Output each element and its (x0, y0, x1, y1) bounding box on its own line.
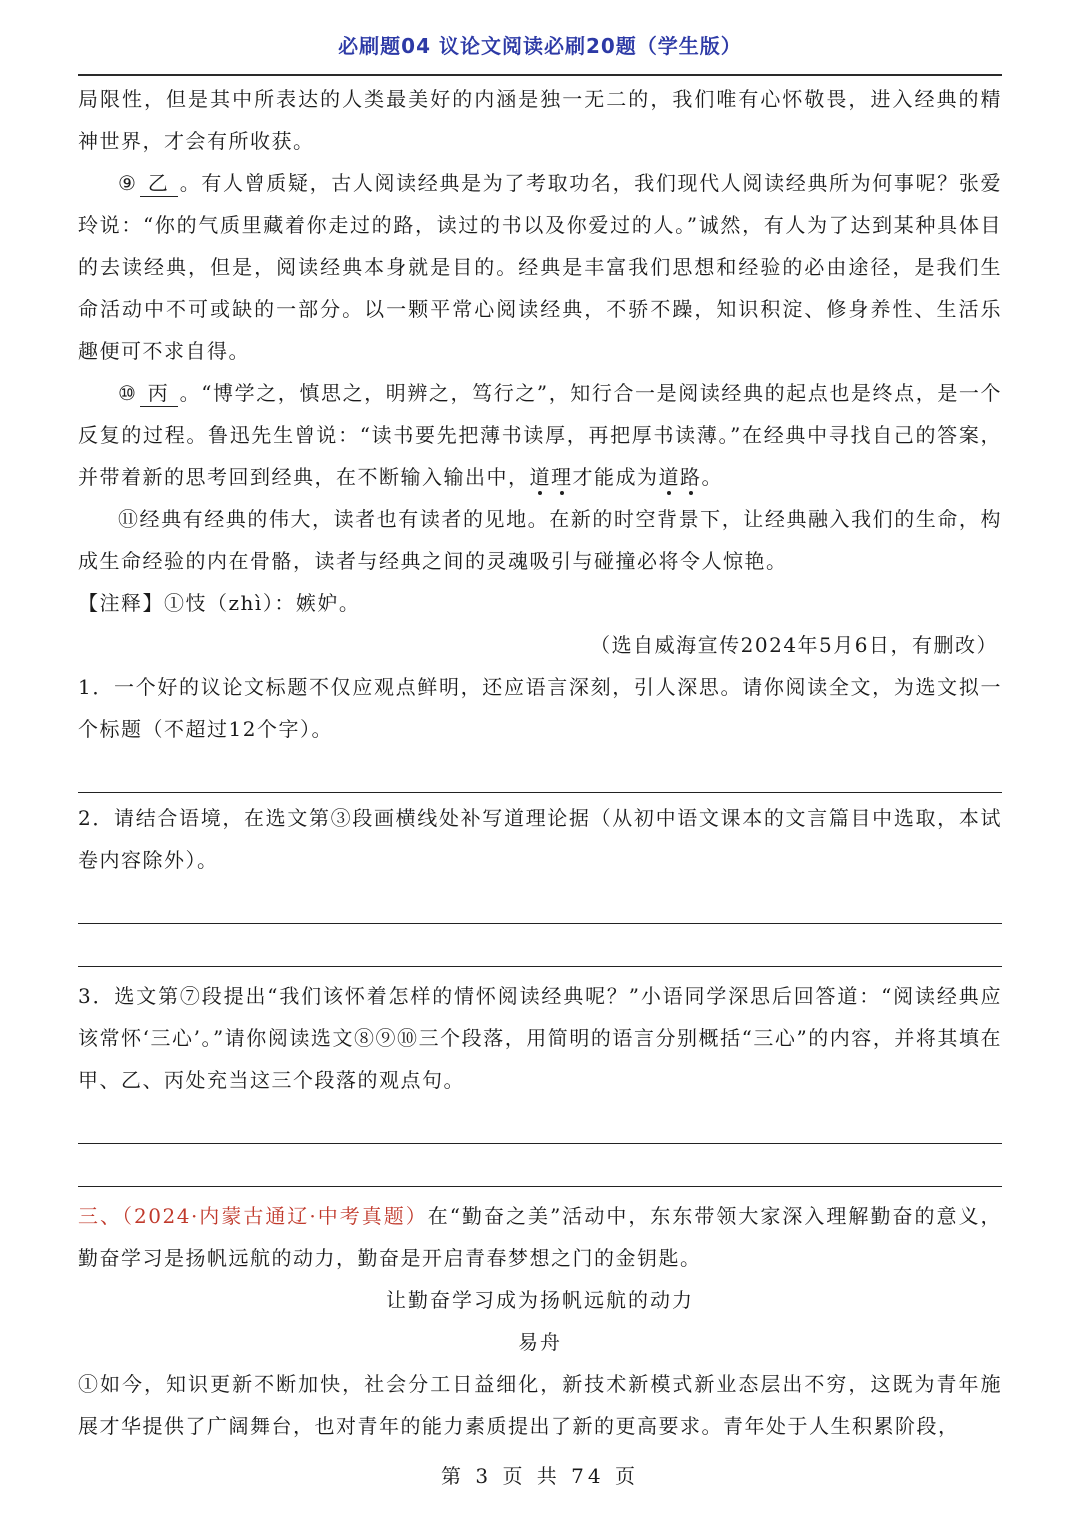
answer-line[interactable] (78, 924, 1002, 967)
question-3: 3．选文第⑦段提出“我们该怀着怎样的情怀阅读经典呢？”小语同学深思后回答道：“阅读经典应该常怀‘三心’。”请你阅读选文⑧⑨⑩三个段落，用简明的语言分别概括“三心”的内容，并将其填在甲、乙、丙处充当这三个段落的观点句。 (78, 984, 1002, 1092)
paragraph-9 (78, 162, 1002, 372)
section-3-prefix: 三、 (78, 1204, 123, 1228)
section-3-source-tag: （2024·内蒙古通辽·中考真题） (122, 1204, 428, 1228)
article-paragraph-1: ①如今，知识更新不断加快，社会分工日益细化，新技术新模式新业态层出不穷，这既为青年施展才华提供了广阔舞台，也对青年的能力素质提出了新的更高要求。青年处于人生积累阶段， (78, 1372, 1002, 1438)
section-3-intro (78, 1195, 1002, 1279)
article-title: 让勤奋学习成为扬帆远航的动力 (386, 1288, 694, 1312)
page-header-title: 必刷题04 议论文阅读必刷20题（学生版） (338, 34, 742, 58)
page-number: 第 3 页 共 74 页 (441, 1464, 639, 1488)
blank-bing: 丙 (140, 380, 178, 407)
emphasis-char: 路 (680, 465, 702, 489)
emphasis-char: 道 (529, 465, 551, 489)
page-content (78, 78, 1002, 1447)
passage-continuation: 局限性，但是其中所表达的人类最美好的内涵是独一无二的，我们唯有心怀敬畏，进入经典的精神世界，才会有所收获。 (78, 87, 1002, 153)
header-divider (78, 74, 1002, 76)
paragraph-10-text-b: 才能成为 (572, 465, 659, 489)
paragraph-10-text-c: 。 (701, 465, 723, 489)
answer-line[interactable] (78, 1144, 1002, 1187)
emphasis-char: 理 (551, 465, 573, 489)
answer-line[interactable] (78, 1101, 1002, 1144)
answer-line[interactable] (78, 881, 1002, 924)
paragraph-9-text: 。有人曾质疑，古人阅读经典是为了考取功名，我们现代人阅读经典所为何事呢？张爱玲说：“你的气质里藏着你走过的路，读过的书以及你爱过的人。”诚然，有人为了达到某种具体目的去读经典，但是，阅读经典本身就是目的。经典是丰富我们思想和经验的必由途径，是我们生命活动中不可或缺的一部分。以一颗平常心阅读经典，不骄不躁，知识积淀、修身养性、生活乐趣便可不求自得。 (78, 171, 1002, 363)
paragraph-11: ⑪经典有经典的伟大，读者也有读者的见地。在新的时空背景下，让经典融入我们的生命，构成生命经验的内在骨骼，读者与经典之间的灵魂吸引与碰撞必将令人惊艳。 (78, 507, 1002, 573)
paragraph-10-text-a: 。“博学之，慎思之，明辨之，笃行之”，知行合一是阅读经典的起点也是终点，是一个反复的过程。鲁迅先生曾说：“读书要先把薄书读厚，再把厚书读薄。”在经典中寻找自己的答案，并带着新的思考回到经典，在不断输入输出中， (78, 381, 1002, 489)
passage-source: （选自威海宣传2024年5月6日，有删改） (590, 633, 998, 657)
answer-line[interactable] (78, 750, 1002, 793)
paragraph-10-number: ⑩ (118, 381, 138, 405)
paragraph-9-number: ⑨ (118, 171, 138, 195)
article-author: 易舟 (518, 1330, 562, 1354)
question-1: 1．一个好的议论文标题不仅应观点鲜明，还应语言深刻，引人深思。请你阅读全文，为选文拟一个标题（不超过12个字）。 (78, 675, 1002, 741)
section-3-intro-text: 在“勤奋之美”活动中，东东带领大家深入理解勤奋的意义，勤奋学习是扬帆远航的动力，勤奋是开启青春梦想之门的金钥匙。 (78, 1204, 1002, 1270)
emphasis-char: 道 (658, 465, 680, 489)
annotation-note: 【注释】①忮（zhì）：嫉妒。 (78, 591, 361, 615)
paragraph-10 (78, 372, 1002, 498)
blank-yi: 乙 (140, 170, 178, 197)
question-2: 2．请结合语境，在选文第③段画横线处补写道理论据（从初中语文课本的文言篇目中选取，本试卷内容除外）。 (78, 806, 1002, 872)
